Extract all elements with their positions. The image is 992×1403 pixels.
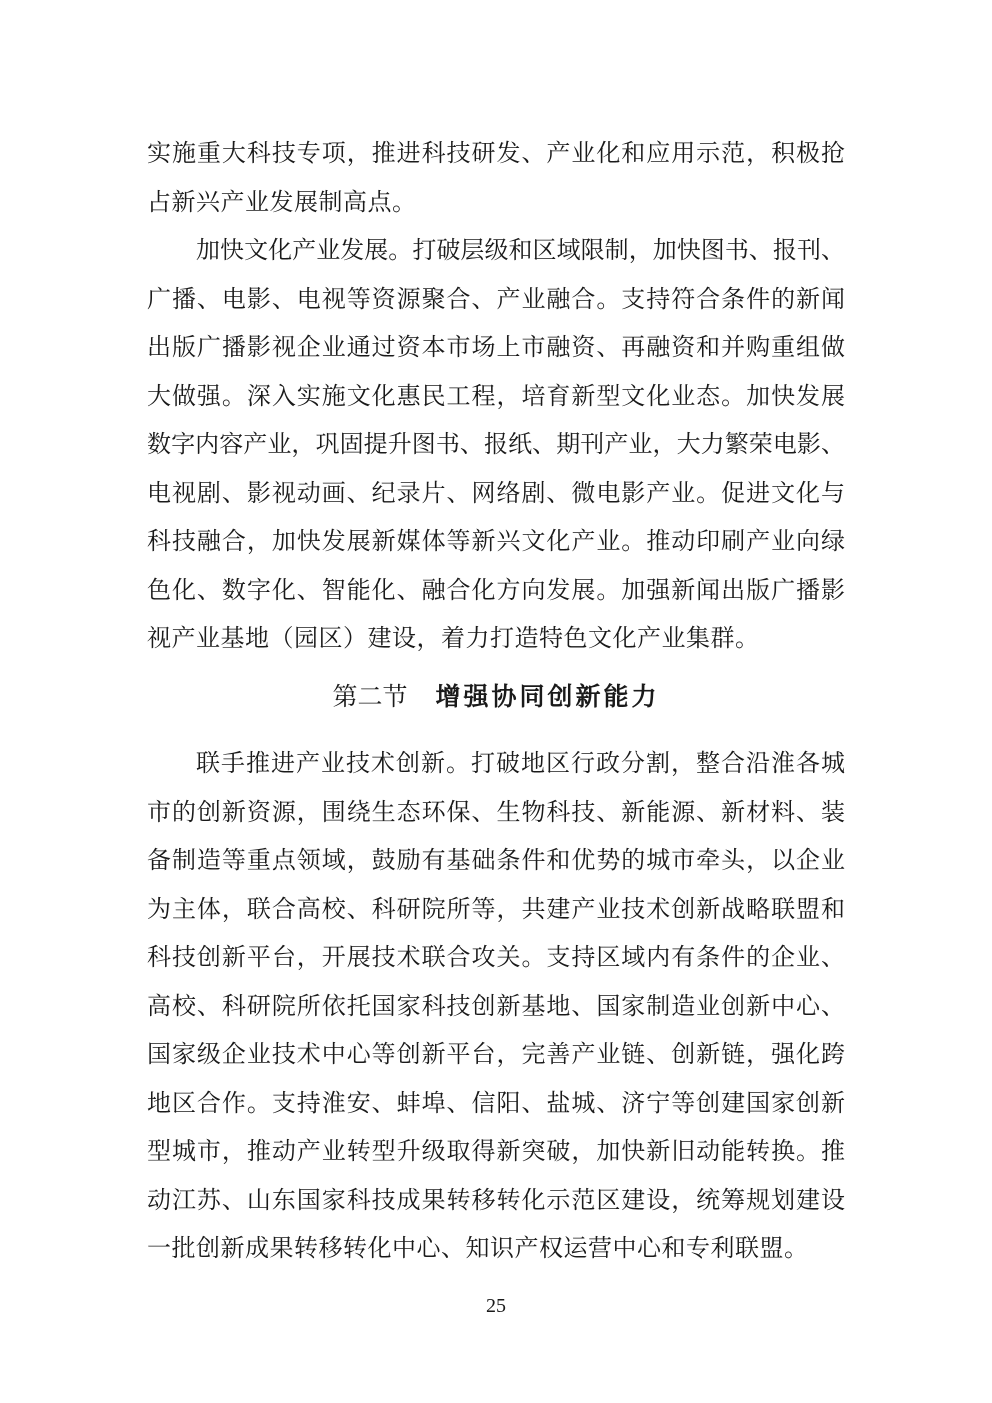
text-line: 科技创新平台，开展技术联合攻关。支持区域内有条件的企业、 [147,945,845,971]
text-line: 一批创新成果转移转化中心、知识产权运营中心和专利联盟。 [147,1236,809,1262]
text-line: 为主体，联合高校、科研院所等，共建产业技术创新战略联盟和 [147,896,845,923]
text-line: 广播、电影、电视等资源聚合、产业融合。支持符合条件的新闻 [147,286,845,313]
text-line: 占新兴产业发展制高点。 [147,189,417,216]
text-line: 地区合作。支持淮安、蚌埠、信阳、盐城、济宁等创建国家创新 [147,1090,845,1117]
section-heading [147,674,845,723]
text-line: 科技融合，加快发展新媒体等新兴文化产业。推动印刷产业向绿 [147,529,845,555]
text-line: 联手推进产业技术创新。打破地区行政分割，整合沿淮各城 [196,751,845,777]
text-line: 型城市，推动产业转型升级取得新突破，加快新旧动能转换。推 [147,1139,845,1165]
section-number: 第二节 [332,683,408,711]
text-line: 视产业基地（园区）建设，着力打造特色文化产业集群。 [147,626,760,652]
paragraph [147,227,845,664]
text-line: 数字内容产业，巩固提升图书、报纸、期刊产业，大力繁荣电影、 [147,432,845,458]
text-line: 市的创新资源，围绕生态环保、生物科技、新能源、新材料、装 [147,799,845,826]
section-title: 增强协同创新能力 [435,683,660,711]
text-line: 实施重大科技专项，推进科技研发、产业化和应用示范，积极抢 [147,141,845,167]
text-line: 电视剧、影视动画、纪录片、网络剧、微电影产业。促进文化与 [147,480,845,507]
text-line: 高校、科研院所依托国家科技创新基地、国家制造业创新中心、 [147,993,845,1020]
text-line: 出版广播影视企业通过资本市场上市融资、再融资和并购重组做 [147,335,845,361]
text-line: 动江苏、山东国家科技成果转移转化示范区建设，统筹规划建设 [147,1187,845,1214]
paragraph [147,740,845,1274]
page-number: 25 [486,1295,506,1317]
text-line: 色化、数字化、智能化、融合化方向发展。加强新闻出版广播影 [147,577,845,604]
text-line: 加快文化产业发展。打破层级和区域限制，加快图书、报刊、 [196,238,845,264]
paragraph [147,130,845,227]
text-line: 国家级企业技术中心等创新平台，完善产业链、创新链，强化跨 [147,1042,845,1068]
text-line: 备制造等重点领域，鼓励有基础条件和优势的城市牵头，以企业 [147,848,845,874]
document-body [147,130,845,1274]
text-line: 大做强。深入实施文化惠民工程，培育新型文化业态。加快发展 [147,383,845,410]
